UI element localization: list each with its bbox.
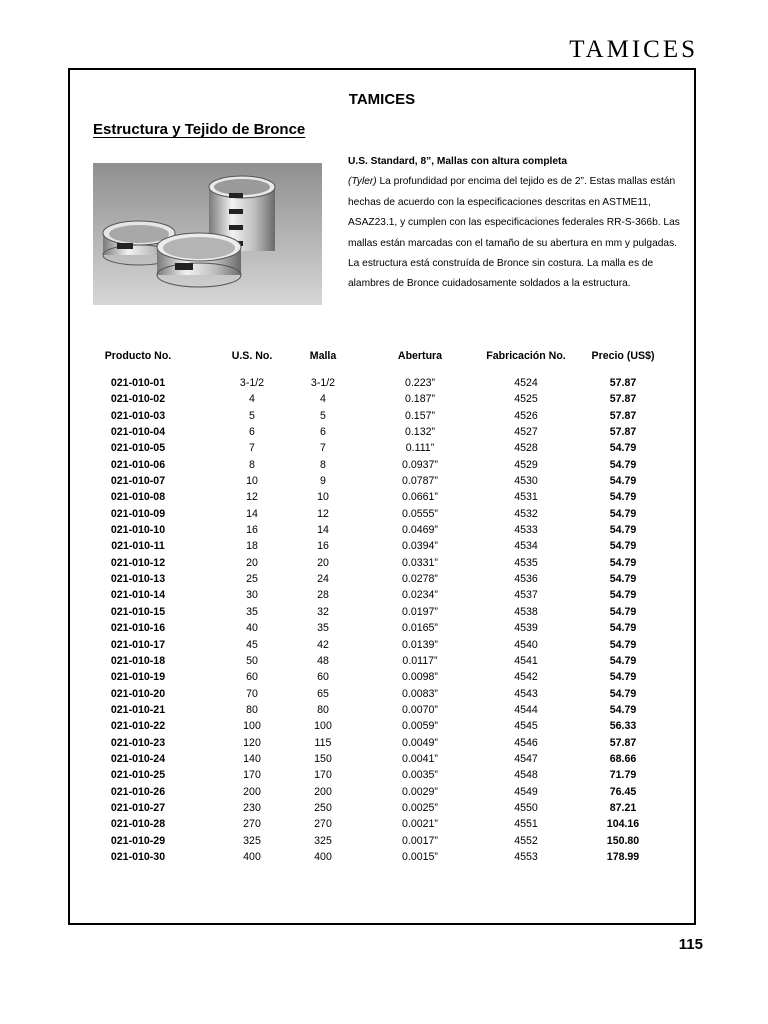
cell-precio: 54.79 — [609, 605, 637, 618]
cell-malla: 35 — [317, 622, 329, 635]
cell-us-no: 120 — [243, 736, 261, 749]
cell-us-no: 325 — [243, 834, 261, 847]
table-row — [70, 475, 694, 491]
table-row — [70, 720, 694, 736]
table-row — [70, 769, 694, 785]
cell-abertura: 0.111” — [405, 442, 435, 455]
cell-precio: 54.79 — [609, 556, 637, 569]
table-row — [70, 655, 694, 671]
cell-fabricacion-no: 4542 — [514, 671, 538, 684]
cell-producto-no: 021-010-11 — [111, 540, 165, 553]
table-row — [70, 622, 694, 638]
table-row — [70, 818, 694, 834]
cell-abertura: 0.0015” — [402, 850, 438, 863]
cell-fabricacion-no: 4525 — [514, 393, 538, 406]
description-lead: U.S. Standard, 8”, Mallas con altura completa — [348, 156, 568, 167]
table-body — [70, 377, 694, 867]
table-row — [70, 459, 694, 475]
cell-us-no: 5 — [249, 409, 255, 422]
cell-fabricacion-no: 4539 — [514, 622, 538, 635]
cell-precio: 54.79 — [609, 687, 637, 700]
cell-precio: 54.79 — [609, 540, 637, 553]
cell-abertura: 0.0555” — [402, 507, 438, 520]
cell-precio: 57.87 — [609, 409, 637, 422]
cell-fabricacion-no: 4550 — [514, 801, 538, 814]
cell-us-no: 170 — [243, 769, 261, 782]
cell-abertura: 0.132” — [404, 426, 436, 439]
cell-us-no: 12 — [246, 491, 258, 504]
cell-producto-no: 021-010-14 — [110, 589, 166, 602]
cell-fabricacion-no: 4530 — [514, 475, 538, 488]
cell-producto-no: 021-010-09 — [110, 507, 166, 520]
cell-producto-no: 021-010-16 — [110, 622, 166, 635]
table-row — [70, 704, 694, 720]
cell-us-no: 200 — [243, 785, 261, 798]
product-description — [348, 152, 688, 295]
cell-producto-no: 021-010-30 — [110, 850, 166, 863]
cell-malla: 400 — [314, 850, 332, 863]
cell-abertura: 0.223” — [404, 377, 436, 389]
cell-us-no: 35 — [246, 605, 258, 618]
cell-malla: 115 — [314, 736, 332, 749]
cell-us-no: 3-1/2 — [239, 377, 265, 389]
cell-abertura: 0.0049” — [402, 736, 438, 749]
cell-fabricacion-no: 4546 — [514, 736, 538, 749]
cell-us-no: 70 — [246, 687, 258, 700]
table-header — [70, 350, 694, 366]
cell-us-no: 80 — [246, 703, 258, 716]
cell-precio: 54.79 — [609, 442, 637, 455]
cell-us-no: 400 — [243, 850, 261, 863]
cell-malla: 48 — [317, 654, 329, 667]
cell-fabricacion-no: 4547 — [514, 752, 538, 765]
cell-us-no: 230 — [243, 801, 261, 814]
cell-malla: 9 — [320, 475, 326, 488]
cell-abertura: 0.0083” — [402, 687, 438, 700]
header-precio: Precio (US$) — [591, 350, 655, 362]
cell-abertura: 0.0139” — [402, 638, 438, 651]
table-row — [70, 508, 694, 524]
cell-malla: 12 — [317, 507, 329, 520]
cell-producto-no: 021-010-29 — [110, 834, 166, 847]
sieves-photo — [93, 163, 322, 305]
cell-abertura: 0.0469” — [402, 524, 438, 537]
cell-abertura: 0.0029” — [402, 785, 438, 798]
cell-abertura: 0.187” — [404, 393, 436, 406]
table-row — [70, 410, 694, 426]
header-us-no: U.S. No. — [231, 350, 273, 362]
cell-fabricacion-no: 4553 — [514, 850, 538, 863]
cell-fabricacion-no: 4552 — [514, 834, 538, 847]
cell-producto-no: 021-010-28 — [110, 818, 166, 831]
cell-abertura: 0.0117” — [402, 654, 438, 667]
cell-us-no: 10 — [246, 475, 258, 488]
table-row — [70, 737, 694, 753]
cell-precio: 178.99 — [606, 850, 640, 863]
table-row — [70, 524, 694, 540]
cell-fabricacion-no: 4543 — [514, 687, 538, 700]
cell-fabricacion-no: 4545 — [514, 720, 538, 733]
cell-us-no: 270 — [243, 818, 261, 831]
table-row — [70, 573, 694, 589]
cell-producto-no: 021-010-26 — [110, 785, 166, 798]
cell-abertura: 0.0937” — [402, 458, 438, 471]
cell-us-no: 100 — [243, 720, 261, 733]
cell-malla: 270 — [314, 818, 332, 831]
header-abertura: Abertura — [397, 350, 443, 362]
cell-fabricacion-no: 4551 — [514, 818, 538, 831]
cell-us-no: 140 — [243, 752, 261, 765]
table-row — [70, 606, 694, 622]
cell-malla: 80 — [317, 703, 329, 716]
cell-producto-no: 021-010-07 — [110, 475, 166, 488]
cell-malla: 16 — [317, 540, 329, 553]
cell-abertura: 0.0021” — [402, 818, 438, 831]
cell-abertura: 0.0165” — [402, 622, 438, 635]
header-malla: Malla — [309, 350, 337, 362]
cell-malla: 10 — [317, 491, 329, 504]
cell-abertura: 0.0787” — [402, 475, 438, 488]
cell-abertura: 0.0234” — [402, 589, 438, 602]
cell-malla: 8 — [320, 458, 326, 471]
cell-fabricacion-no: 4534 — [514, 540, 538, 553]
cell-malla: 65 — [317, 687, 329, 700]
cell-fabricacion-no: 4531 — [514, 491, 538, 504]
table-row — [70, 491, 694, 507]
cell-malla: 24 — [317, 573, 329, 586]
cell-us-no: 30 — [246, 589, 258, 602]
cell-malla: 325 — [314, 834, 332, 847]
cell-fabricacion-no: 4537 — [514, 589, 538, 602]
cell-malla: 200 — [314, 785, 332, 798]
cell-abertura: 0.0098” — [402, 671, 438, 684]
cell-producto-no: 021-010-03 — [110, 409, 166, 422]
cell-abertura: 0.0041” — [402, 752, 438, 765]
running-head: TAMICES — [569, 36, 698, 63]
cell-fabricacion-no: 4533 — [514, 524, 538, 537]
cell-malla: 250 — [314, 801, 332, 814]
cell-us-no: 16 — [246, 524, 258, 537]
cell-precio: 54.79 — [609, 491, 637, 504]
cell-precio: 54.79 — [609, 475, 637, 488]
cell-producto-no: 021-010-06 — [110, 458, 166, 471]
cell-producto-no: 021-010-23 — [110, 736, 166, 749]
cell-producto-no: 021-010-10 — [110, 524, 166, 537]
cell-malla: 100 — [314, 720, 332, 733]
cell-producto-no: 021-010-17 — [110, 638, 166, 651]
cell-producto-no: 021-010-24 — [110, 752, 166, 765]
cell-producto-no: 021-010-05 — [110, 442, 166, 455]
sieves-illustration — [93, 163, 322, 305]
cell-abertura: 0.0035” — [402, 769, 438, 782]
cell-producto-no: 021-010-19 — [110, 671, 166, 684]
cell-us-no: 45 — [246, 638, 258, 651]
header-producto: Producto No. — [104, 350, 172, 362]
cell-us-no: 60 — [246, 671, 258, 684]
cell-malla: 170 — [314, 769, 332, 782]
cell-abertura: 0.0278” — [402, 573, 438, 586]
cell-precio: 54.79 — [609, 622, 637, 635]
cell-us-no: 14 — [246, 507, 258, 520]
cell-abertura: 0.0070” — [402, 703, 438, 716]
cell-malla: 60 — [317, 671, 329, 684]
cell-fabricacion-no: 4524 — [514, 377, 538, 389]
cell-precio: 87.21 — [609, 801, 637, 814]
cell-producto-no: 021-010-04 — [110, 426, 166, 439]
cell-fabricacion-no: 4527 — [514, 426, 538, 439]
table-row — [70, 426, 694, 442]
cell-producto-no: 021-010-25 — [110, 769, 166, 782]
cell-precio: 57.87 — [609, 377, 637, 389]
description-tyler: (Tyler) — [348, 176, 377, 188]
cell-malla: 4 — [320, 393, 326, 406]
cell-malla: 3-1/2 — [310, 377, 336, 389]
cell-us-no: 50 — [246, 654, 258, 667]
cell-producto-no: 021-010-08 — [110, 491, 166, 504]
cell-precio: 54.79 — [609, 638, 637, 651]
cell-precio: 54.79 — [609, 573, 637, 586]
cell-producto-no: 021-010-21 — [110, 703, 166, 716]
cell-fabricacion-no: 4544 — [514, 703, 538, 716]
cell-precio: 54.79 — [609, 507, 637, 520]
cell-producto-no: 021-010-22 — [110, 720, 166, 733]
cell-precio: 104.16 — [606, 818, 640, 831]
page-number: 115 — [678, 936, 703, 953]
cell-fabricacion-no: 4536 — [514, 573, 538, 586]
cell-precio: 76.45 — [609, 785, 637, 798]
cell-malla: 5 — [320, 409, 326, 422]
cell-precio: 68.66 — [609, 752, 637, 765]
table-row — [70, 851, 694, 867]
table-row — [70, 639, 694, 655]
cell-malla: 6 — [320, 426, 326, 439]
table-row — [70, 557, 694, 573]
cell-us-no: 20 — [246, 556, 258, 569]
cell-producto-no: 021-010-02 — [110, 393, 166, 406]
table-row — [70, 671, 694, 687]
content-frame — [68, 68, 696, 925]
cell-fabricacion-no: 4549 — [514, 785, 538, 798]
cell-producto-no: 021-010-18 — [110, 654, 166, 667]
cell-producto-no: 021-010-01 — [110, 377, 166, 389]
cell-precio: 57.87 — [609, 426, 637, 439]
table-row — [70, 802, 694, 818]
cell-precio: 54.79 — [609, 589, 637, 602]
cell-fabricacion-no: 4535 — [514, 556, 538, 569]
cell-abertura: 0.0661” — [402, 491, 438, 504]
table-row — [70, 540, 694, 556]
cell-malla: 14 — [317, 524, 329, 537]
table-row — [70, 442, 694, 458]
cell-precio: 57.87 — [609, 736, 637, 749]
cell-us-no: 18 — [246, 540, 258, 553]
cell-producto-no: 021-010-15 — [110, 605, 166, 618]
cell-fabricacion-no: 4532 — [514, 507, 538, 520]
cell-abertura: 0.0331” — [402, 556, 438, 569]
table-row — [70, 786, 694, 802]
cell-malla: 32 — [317, 605, 329, 618]
cell-us-no: 7 — [249, 442, 255, 455]
table-row — [70, 589, 694, 605]
cell-fabricacion-no: 4528 — [514, 442, 538, 455]
cell-fabricacion-no: 4548 — [514, 769, 538, 782]
cell-abertura: 0.0059” — [402, 720, 438, 733]
cell-producto-no: 021-010-12 — [110, 556, 166, 569]
section-subtitle: Estructura y Tejido de Bronce — [93, 121, 306, 138]
cell-us-no: 40 — [246, 622, 258, 635]
cell-precio: 54.79 — [609, 671, 637, 684]
cell-abertura: 0.157” — [404, 409, 436, 422]
cell-fabricacion-no: 4541 — [514, 654, 538, 667]
cell-abertura: 0.0197” — [402, 605, 438, 618]
cell-precio: 54.79 — [609, 524, 637, 537]
cell-precio: 150.80 — [606, 834, 640, 847]
cell-precio: 57.87 — [609, 393, 637, 406]
cell-precio: 54.79 — [609, 703, 637, 716]
cell-us-no: 4 — [249, 393, 255, 406]
cell-precio: 54.79 — [609, 654, 637, 667]
cell-abertura: 0.0394” — [402, 540, 438, 553]
cell-precio: 54.79 — [609, 458, 637, 471]
cell-precio: 56.33 — [609, 720, 637, 733]
table-row — [70, 377, 694, 393]
cell-malla: 28 — [317, 589, 329, 602]
table-row — [70, 753, 694, 769]
cell-malla: 42 — [317, 638, 329, 651]
cell-abertura: 0.0017” — [402, 834, 438, 847]
cell-producto-no: 021-010-27 — [110, 801, 166, 814]
description-body: La profundidad por encima del tejido es de 2”. Estas mallas están hechas de acuerdo con la especificaciones descritas en ASTME11, ASAZ23.1, y cumplen con las especificaciones federales RR-S-366b. Las mallas están marcadas con el tamaño de su abertura en mm y pulgadas. La estructura está construída de Bronce sin costura. La malla es de alambres de Bronce cuidadosamente soldados a la estructura. — [348, 176, 680, 290]
cell-abertura: 0.0025” — [402, 801, 438, 814]
cell-fabricacion-no: 4540 — [514, 638, 538, 651]
cell-producto-no: 021-010-20 — [110, 687, 166, 700]
header-fabricacion: Fabricación No. — [486, 350, 566, 362]
cell-fabricacion-no: 4529 — [514, 458, 538, 471]
cell-fabricacion-no: 4526 — [514, 409, 538, 422]
cell-fabricacion-no: 4538 — [514, 605, 538, 618]
table-row — [70, 835, 694, 851]
cell-precio: 71.79 — [609, 769, 637, 782]
cell-us-no: 8 — [249, 458, 255, 471]
cell-malla: 7 — [320, 442, 326, 455]
cell-malla: 20 — [317, 556, 329, 569]
cell-malla: 150 — [314, 752, 332, 765]
cell-producto-no: 021-010-13 — [110, 573, 166, 586]
table-row — [70, 688, 694, 704]
table-row — [70, 393, 694, 409]
cell-us-no: 25 — [246, 573, 258, 586]
page-title: TAMICES — [348, 91, 416, 108]
cell-us-no: 6 — [249, 426, 255, 439]
